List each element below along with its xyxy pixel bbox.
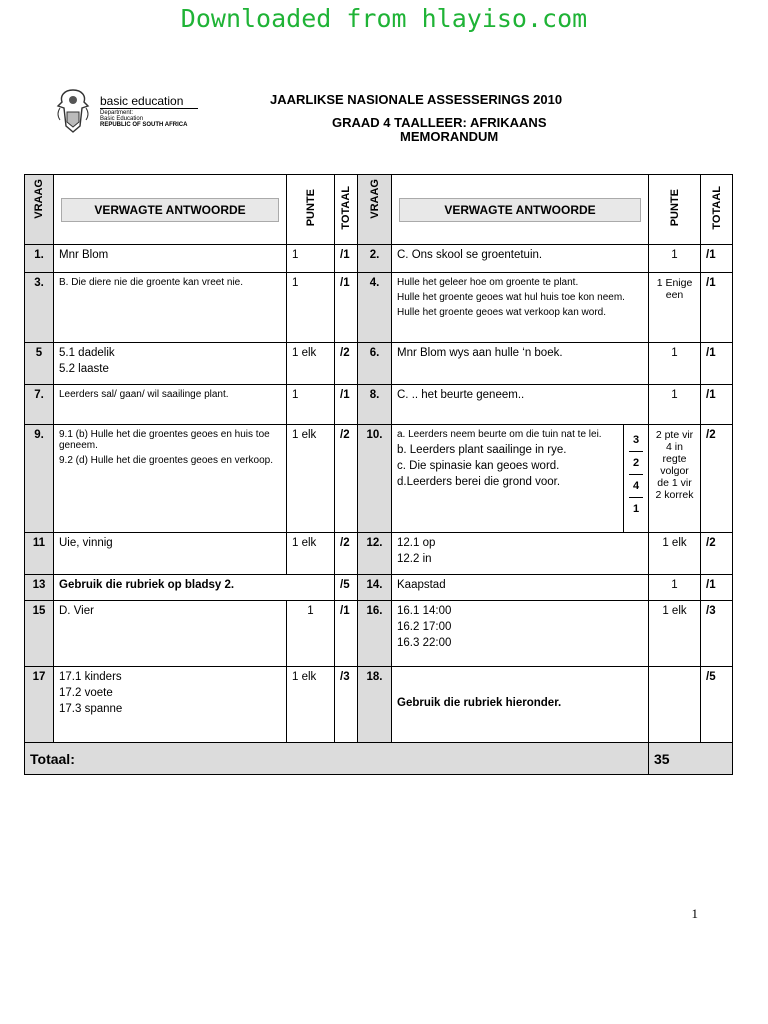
question-number-right-text: 10. [366,429,383,441]
total-right-text: /1 [706,389,716,401]
points-right-text: 2 pte vir 4 in regte volgor de 1 vir 2 korrek [655,429,694,501]
total-right [701,273,733,343]
total-right [701,245,733,273]
answer-right-line: Hulle het groente geoes wat verkoop kan word. [397,307,607,318]
total-right-text: /1 [706,347,716,359]
points-right [649,385,701,425]
page-number: 1 [691,906,698,921]
total-left [335,343,358,385]
answer-right-line: 16.1 14:00 [397,605,452,617]
points-right-text: 1 [671,249,678,261]
total-left [335,575,358,601]
answer-left [54,425,287,533]
points-right-text: 1 elk [662,605,687,617]
sequence-number: 2 [629,452,643,475]
question-number-left [25,273,54,343]
question-number-right-text: 2. [369,249,380,261]
points-right [649,533,701,575]
question-number-left-text: 9. [34,429,44,441]
total-left [335,425,358,533]
total-left [335,273,358,343]
total-left [335,667,358,743]
answer-left-line: 17.2 voete [59,687,113,699]
heading-line-2: GRAAD 4 TAALLEER: AFRIKAANS [332,115,547,130]
points-left-text: 1 [292,277,299,289]
sequence-number: 1 [632,503,640,515]
points-left [287,601,335,667]
points-right [649,343,701,385]
question-number-right-text: 12. [366,537,383,549]
question-number-left [25,667,54,743]
total-right-text: /2 [706,429,716,441]
answer-right-line: C. .. het beurte geneem.. [397,389,525,401]
question-number-left-text: 1. [34,249,44,261]
answer-right-line: C. Ons skool se groentetuin. [397,249,543,261]
answer-right [392,533,649,575]
answer-right-line: 16.3 22:00 [397,637,452,649]
question-number-right [358,425,392,533]
table-row [25,575,733,601]
points-right [649,575,701,601]
answer-right-line: Gebruik die rubriek hieronder. [397,696,562,709]
question-number-right [358,533,392,575]
question-number-right [358,601,392,667]
answer-left-line: Uie, vinnig [59,537,113,549]
total-right-text: /1 [706,579,716,591]
answer-left [54,575,335,601]
points-left-text: 1 elk [292,671,317,683]
question-number-left [25,343,54,385]
answer-right [392,245,649,273]
total-left-text: /2 [340,429,350,441]
points-left-text: 1 [292,249,299,261]
question-number-left [25,533,54,575]
total-right-text: /1 [706,277,716,289]
answer-left-line: 9.2 (d) Hulle het die groentes geoes en verkoop. [59,455,274,466]
total-left [335,245,358,273]
answer-right-line: 16.2 17:00 [397,621,452,633]
answer-right-line: a. Leerders neem beurte om die tuin nat te lei. [397,429,602,440]
total-right [701,385,733,425]
points-left [287,385,335,425]
points-right-text: 1 [671,389,678,401]
table-row [25,343,733,385]
answer-right [392,575,649,601]
total-right [701,343,733,385]
question-number-right [358,575,392,601]
question-number-left [25,425,54,533]
points-right-text: 1 elk [662,537,687,549]
question-number-left-text: 17 [32,671,46,683]
total-right-text: /1 [706,249,716,261]
total-left [335,533,358,575]
total-left-text: /3 [340,671,350,683]
total-left-text: /1 [340,389,350,401]
answer-left [54,245,287,273]
answer-right-line: d.Leerders berei die grond voor. [397,476,561,488]
answer-right-line: 12.1 op [397,537,436,549]
department-logo [54,86,204,136]
points-left-text: 1 elk [292,537,317,549]
points-left-text: 1 [292,389,299,401]
answer-right-line: Mnr Blom wys aan hulle ‘n boek. [397,347,563,359]
total-left-text: /2 [340,347,350,359]
question-number-right [358,245,392,273]
header-totaal-left: TOTAAL [335,175,358,245]
logo-department-label: Department: [100,110,134,116]
total-left [335,385,358,425]
answer-right-line: Hulle het geleer hoe om groente te plant. [397,277,579,288]
question-number-left [25,245,54,273]
table-header-row [25,175,733,245]
logo-country: REPUBLIC OF SOUTH AFRICA [100,122,188,128]
logo-subtitle [100,110,210,128]
total-row [25,743,733,775]
answer-right [392,667,649,743]
total-right [701,533,733,575]
answer-left [54,343,287,385]
answer-right [392,425,624,533]
total-right [701,601,733,667]
answer-right-line: Hulle het groente geoes wat hul huis toe kon neem. [397,292,625,303]
points-right [649,273,701,343]
total-right [701,575,733,601]
download-banner: Downloaded from hlayiso.com [180,4,588,33]
question-number-right-text: 6. [369,347,380,359]
answer-left [54,385,287,425]
answer-right-line: 12.2 in [397,553,432,565]
table-row [25,601,733,667]
answer-left-line: 5.1 dadelik [59,347,115,359]
question-number-right-text: 8. [369,389,380,401]
logo-department-name: Basic Education [100,116,144,122]
table-row [25,425,733,533]
question-number-right-text: 16. [366,605,383,617]
points-left-text: 1 elk [292,429,317,441]
sequence-number: 3 [629,429,643,452]
answer-left-line: Gebruik die rubriek op bladsy 2. [59,579,235,591]
answer-left-line: B. Die diere nie die groente kan vreet nie. [59,277,243,288]
question-number-right [358,667,392,743]
points-right [649,667,701,743]
question-number-left-text: 13 [32,579,46,591]
question-number-right-text: 18. [366,671,383,683]
answer-right-line: b. Leerders plant saailinge in rye. [397,444,567,456]
points-left [287,245,335,273]
answer-left-line: 5.2 laaste [59,363,109,375]
answer-right-line: Kaapstad [397,579,446,591]
answer-left-line: 17.1 kinders [59,671,122,683]
points-left-text: 1 elk [292,347,317,359]
question-number-left [25,601,54,667]
sequence-numbers [624,425,649,533]
header-answers-right: VERWAGTE ANTWOORDE [392,175,649,245]
answer-left [54,533,287,575]
points-left [287,533,335,575]
table-row [25,245,733,273]
total-left-text: /1 [340,249,350,261]
points-right [649,245,701,273]
answer-left [54,273,287,343]
points-right-text: 1 Enige een [656,277,693,301]
question-number-left-text: 5 [35,347,43,359]
memorandum-table [24,174,733,775]
header-answers-left: VERWAGTE ANTWOORDE [54,175,287,245]
answer-right [392,385,649,425]
header-vraag-left: VRAAG [25,175,54,245]
question-number-left [25,575,54,601]
table-row [25,667,733,743]
coat-of-arms-icon [54,86,92,134]
question-number-left-text: 15 [32,605,46,617]
points-left [287,667,335,743]
points-left [287,273,335,343]
table-row [25,533,733,575]
points-right-text: 1 [671,579,678,591]
question-number-right-text: 14. [366,579,383,591]
header-punte-right: PUNTE [649,175,701,245]
points-left [287,425,335,533]
total-right [701,667,733,743]
points-right [649,425,701,533]
question-number-right [358,343,392,385]
total-label: Totaal: [25,743,649,775]
header-punte-left: PUNTE [287,175,335,245]
answer-right-line: c. Die spinasie kan geoes word. [397,460,560,472]
total-left-text: /5 [340,579,350,591]
answer-left-line: D. Vier [59,605,94,617]
question-number-right [358,273,392,343]
question-number-left-text: 7. [34,389,44,401]
table-row [25,385,733,425]
heading-line-1: JAARLIKSE NASIONALE ASSESSERINGS 2010 [270,92,563,107]
answer-right [392,273,649,343]
question-number-right [358,385,392,425]
question-number-left-text: 3. [34,277,44,289]
total-right-text: /3 [706,605,716,617]
answer-left-line: Leerders sal/ gaan/ wil saailinge plant. [59,389,229,400]
answer-left [54,601,287,667]
total-left-text: /2 [340,537,350,549]
total-left-text: /1 [340,605,350,617]
total-left [335,601,358,667]
total-value: 35 [649,743,733,775]
question-number-left [25,385,54,425]
points-right [649,601,701,667]
total-right [701,425,733,533]
answer-left-line: 9.1 (b) Hulle het die groentes geoes en huis toe geneem. [59,429,270,451]
total-left-text: /1 [340,277,350,289]
points-left-text: 1 [307,605,314,617]
total-right-text: /2 [706,537,716,549]
question-number-left-text: 11 [32,537,46,549]
answer-left-line: 17.3 spanne [59,703,123,715]
table-row [25,273,733,343]
heading-line-3: MEMORANDUM [400,129,499,144]
logo-rule [100,108,198,109]
question-number-right-text: 4. [369,277,380,289]
sequence-number: 4 [629,475,643,498]
answer-right [392,601,649,667]
header-totaal-right: TOTAAL [701,175,733,245]
answer-left-line: Mnr Blom [59,249,109,261]
answer-right [392,343,649,385]
points-left [287,343,335,385]
header-vraag-right: VRAAG [358,175,392,245]
answer-left [54,667,287,743]
logo-title: basic education [100,94,184,108]
points-right-text: 1 [671,347,678,359]
total-right-text: /5 [706,671,716,683]
